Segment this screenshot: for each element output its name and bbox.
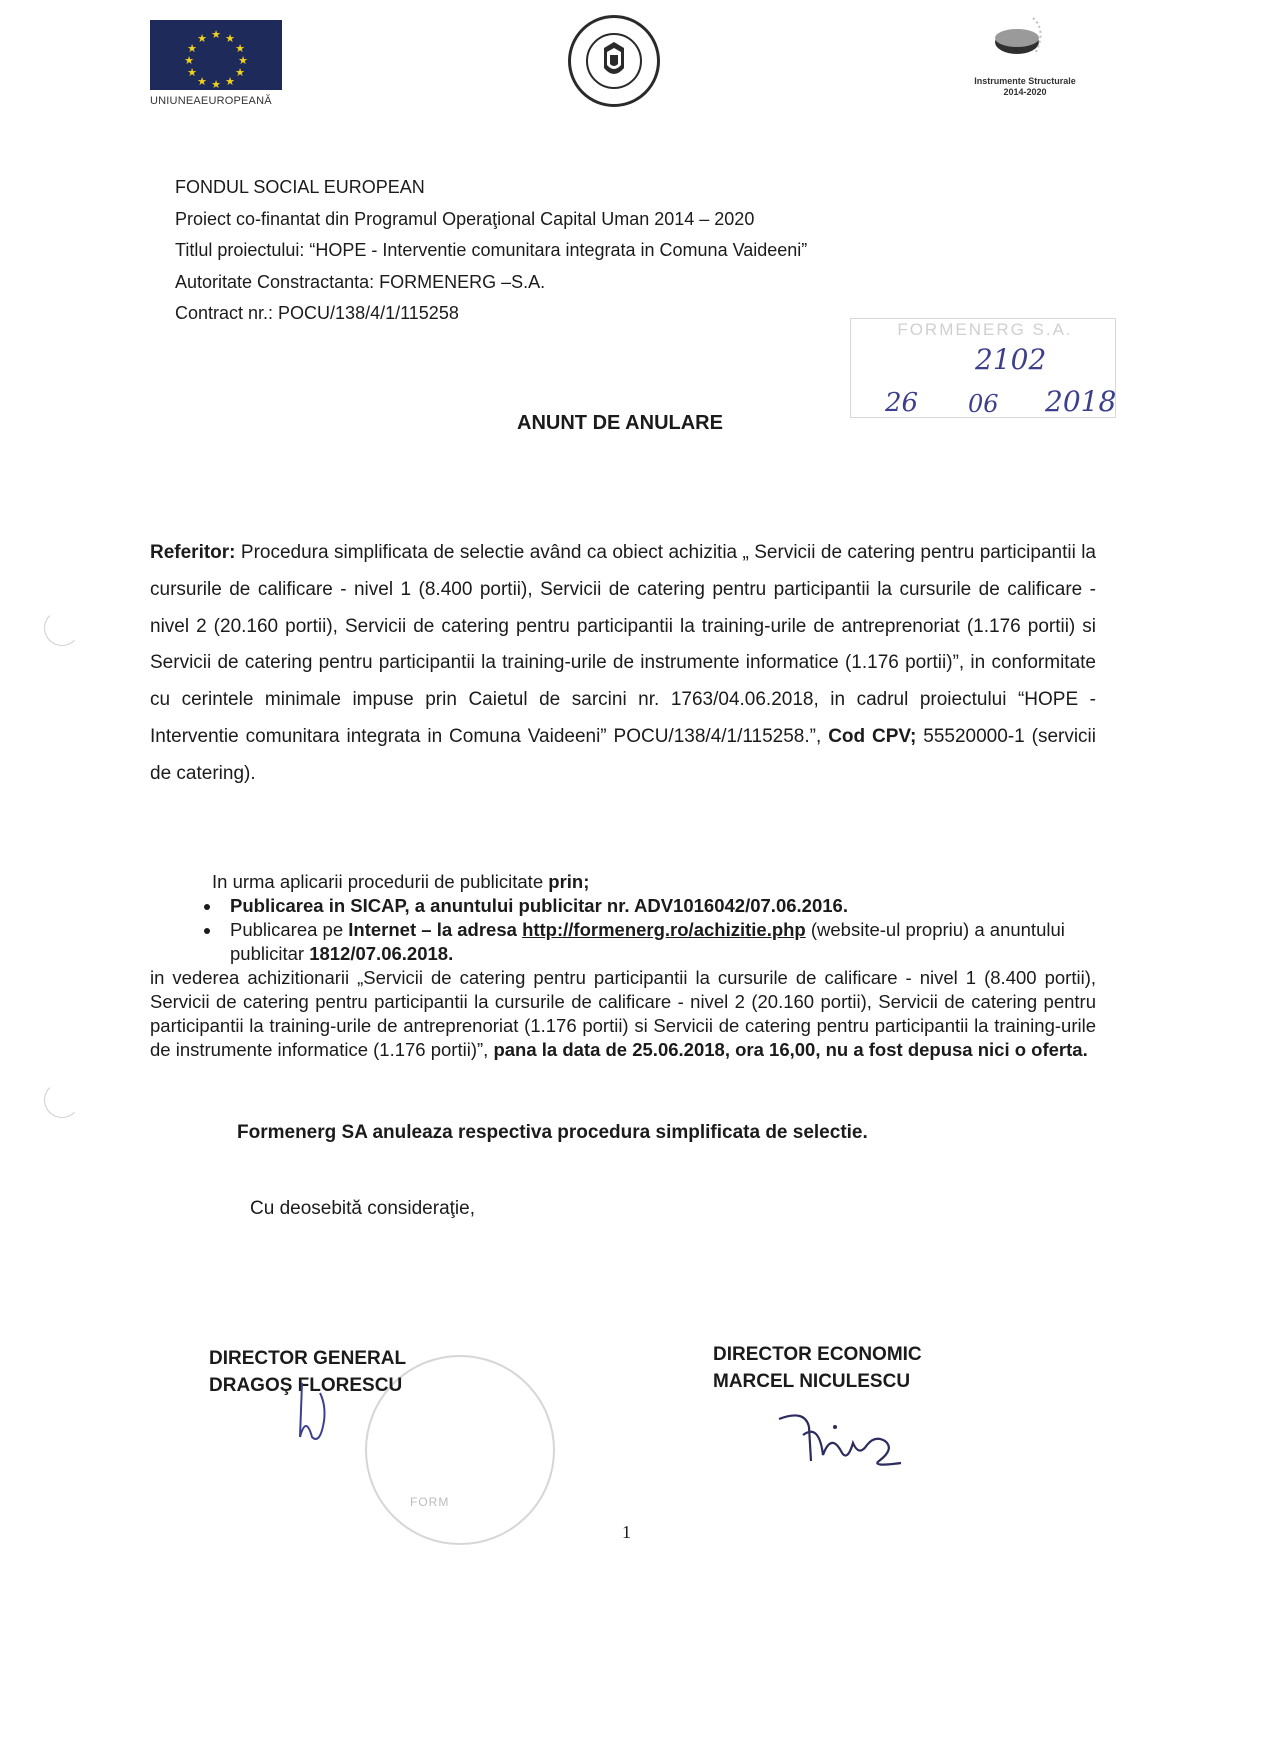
registration-year: 2018 (1045, 385, 1117, 418)
document-title: ANUNT DE ANULARE (517, 412, 723, 434)
right-signer-name: MARCEL NICULESCU (713, 1371, 911, 1392)
cpv-label: Cod CPV; (828, 725, 917, 747)
achizitie-link[interactable]: http://formenerg.ro/achizitie.php (522, 919, 806, 940)
project-info (175, 172, 807, 330)
publicity-intro-bold: prin; (548, 871, 590, 892)
reference-label: Referitor: (150, 542, 236, 563)
publicity-body-text: in vederea achizitionarii „Servicii de catering pentru participantii la cursurile de calificare - nivel 1 (8.400 portii), Servicii de catering pentru participantii la cursurile de calificare - nivel 2 (20.160 portii), Servicii de catering pentru participantii la training-urile de antreprenoriat (1.176 portii) si Servicii de catering pentru participantii la training-urile de instrumente informatice (1.176 portii)”, (150, 967, 1096, 1060)
project-title-line: Titlul proiectului: “HOPE - Interventie comunitara integrata in Comuna Vaideeni” (175, 240, 808, 260)
registration-day: 26 (885, 388, 919, 418)
cancellation-statement: Formenerg SA anuleaza respectiva procedura simplificata de selectie. (237, 1122, 868, 1143)
internet-publication-text: Publicarea pe (230, 919, 349, 940)
svg-text:★: ★ (225, 32, 235, 45)
structural-instruments-logo (985, 12, 1055, 67)
punch-hole-icon (44, 610, 80, 646)
svg-text:★: ★ (187, 42, 197, 55)
government-seal-icon (568, 15, 660, 107)
registration-stamp-title: FORMENERG S.A. (897, 320, 1073, 339)
structural-caption-line2: 2014-2020 (1003, 87, 1047, 97)
economic-director-signature (775, 1405, 925, 1480)
list-item (222, 894, 1096, 918)
svg-text:★: ★ (211, 78, 221, 90)
page-number: 1 (622, 1522, 631, 1542)
general-director-signature (290, 1375, 370, 1455)
program-line: Proiect co-finantat din Programul Operaţional Capital Uman 2014 – 2020 (175, 208, 755, 229)
internet-publication-rest: (website-ul propriu) a anuntului publicitar (230, 919, 1065, 964)
company-stamp-text: FORM (410, 1495, 450, 1509)
publicity-list (150, 894, 1096, 966)
contracting-authority: Autoritate Constractanta: FORMENERG –S.A. (175, 271, 546, 292)
eu-flag-logo (150, 20, 282, 90)
internet-publication-bold: Internet – la adresa (348, 919, 523, 940)
svg-text:★: ★ (184, 54, 194, 67)
registration-number: 2102 (975, 343, 1047, 376)
svg-text:★: ★ (187, 66, 197, 79)
punch-hole-icon (44, 1082, 80, 1118)
cpv-value: 55520000-1 (servicii de catering). (150, 725, 1096, 784)
no-offer-statement: pana la data de 25.06.2018, ora 16,00, nu a fost depusa nici o oferta. (493, 1039, 1088, 1060)
publicity-section (150, 870, 1096, 1062)
reference-paragraph (150, 535, 1096, 793)
eu-caption: UNIUNEAEUROPEANĂ (150, 95, 272, 107)
svg-text:★: ★ (235, 42, 245, 55)
structural-caption-line1: Instrumente Structurale (974, 76, 1076, 86)
publicity-intro-text: In urma aplicarii procedurii de publicitate (212, 871, 549, 892)
closing-greeting: Cu deosebită consideraţie, (250, 1198, 475, 1219)
reference-text: Procedura simplificata de selectie având ca obiect achizitia „ Servicii de catering pentru participantii la cursurile de calificare - nivel 1 (8.400 portii), Servicii de catering pentru participantii la cursurile de calificare - nivel 2 (20.160 portii), Servicii de catering pentru participantii la training-urile de antreprenoriat (1.176 portii) si Servicii de catering pentru participantii la training-urile de instrumente informatice (1.176 portii)”, in conformitate cu cerintele minimale impuse prin Caietul de sarcini nr. 1763/04.06.2018, in cadrul proiectului “HOPE - Interventie comunitara integrata in Comuna Vaideeni” POCU/138/4/1/115258 (150, 542, 1096, 747)
announcement-number: 1812/07.06.2018. (309, 943, 454, 964)
reference-text-end: .”, (804, 725, 829, 747)
svg-text:★: ★ (225, 75, 235, 88)
list-item (222, 918, 1096, 966)
contract-number: Contract nr.: POCU/138/4/1/115258 (175, 303, 459, 323)
right-signer-title: DIRECTOR ECONOMIC (713, 1344, 922, 1365)
signature-block-right (713, 1341, 922, 1395)
svg-text:★: ★ (235, 66, 245, 79)
publicity-body (150, 966, 1096, 1062)
fund-name: FONDUL SOCIAL EUROPEAN (175, 177, 425, 197)
publicity-intro (150, 870, 1096, 894)
structural-instruments-caption (960, 76, 1090, 98)
svg-text:★: ★ (211, 28, 221, 41)
svg-text:★: ★ (197, 32, 207, 45)
registration-month: 06 (968, 390, 999, 418)
eu-stars-icon (150, 20, 282, 90)
sicap-publication: Publicarea in SICAP, a anuntului publicitar nr. ADV1016042/07.06.2016. (230, 895, 848, 916)
svg-text:★: ★ (197, 75, 207, 88)
left-signer-title: DIRECTOR GENERAL (209, 1348, 407, 1369)
left-signer-name: DRAGOŞ FLORESCU (209, 1375, 403, 1396)
svg-text:★: ★ (238, 54, 248, 67)
